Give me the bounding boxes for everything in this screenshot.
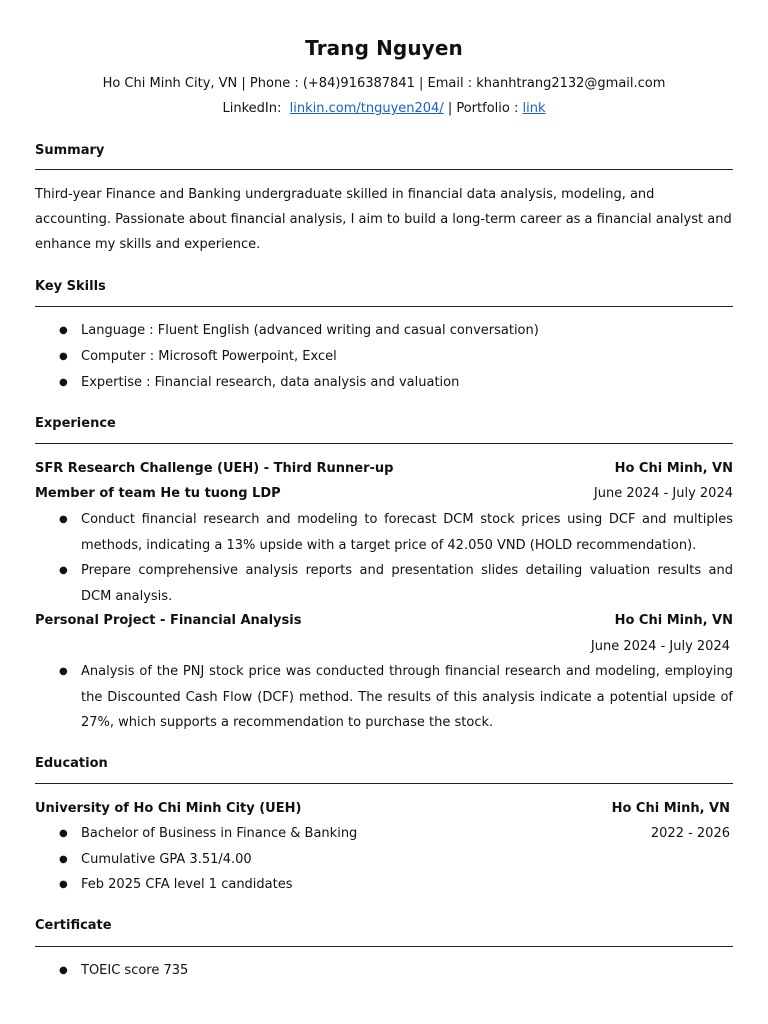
links-line (0, 101, 768, 116)
resume-page: Trang Nguyen Ho Chi Minh City, VN | Phone : (+84)916387841 | Email : khanhtrang2132@gmail.com LinkedIn: linkin.com/tnguyen204/ | Portfolio : link Summary Third-year Finance and Banking undergraduate skilled in financial data analysis, modeling, and accounting. Passionate about financial analysis, I aim to build a long-term career as a financial analyst and enhance my skills and experience. Key Skills ● Language : Fluent English (advanced writing and casual conversation) ● Computer : Microsoft Powerpoint, Excel ● Expertise : Financial research, data analysis and valuation Experience SFR Research Challenge (UEH) - Third Runner-up Ho Chi Minh, VN Member of team He tu tuong LDP June 2024 - July 2024 ● Conduct financial research and modeling to forecast DCM stock prices using DCF and multiples methods, indicating a 13% upside with a target price of 42.050 VND (HOLD recommendation). ● Prepare comprehensive analysis reports and presentation slides detailing valuation results and DCM analysis. Personal Project - Financial Analysis Ho Chi Minh, VN June 2024 - July 2024 ● Analysis of the PNJ stock price was conducted through financial research and modeling, employing the Discounted Cash Flow (DCF) method. The results of this analysis indicate a potential upside of 27%, which supports a recommendation to purchase the stock. Education University of Ho Chi Minh City (UEH) Ho Chi Minh, VN ● Bachelor of Business in Finance & Banking 2022 - 2026 ● Cumulative GPA 3.51/4.00 ● Feb 2025 CFA level 1 candidates Certificate ● TOEIC score 735 (0, 0, 768, 1024)
contact-line: Ho Chi Minh City, VN | Phone : (+84)916387841 | Email : khanhtrang2132@gmail.com (102, 76, 666, 91)
portfolio-label: | Portfolio : (447, 101, 519, 116)
bullet-icon: ● (59, 377, 68, 388)
section-title-skills: Key Skills (35, 279, 106, 294)
section-divider (35, 443, 733, 444)
education-dates: 2022 - 2026 (650, 826, 730, 841)
bullet-icon: ● (59, 828, 68, 839)
section-divider (35, 169, 733, 170)
education-dates-row (35, 826, 733, 846)
experience-heading-row (35, 461, 733, 481)
experience-title: SFR Research Challenge (UEH) - Third Runner-up (35, 461, 394, 476)
bullet-icon: ● (59, 351, 68, 362)
bullet-icon: ● (59, 854, 68, 865)
experience-dates-row (35, 639, 733, 659)
linkedin-link[interactable]: linkin.com/tnguyen204/ (289, 101, 444, 116)
section-divider (35, 946, 733, 947)
linkedin-label: LinkedIn: (222, 101, 282, 116)
bullet-icon: ● (59, 325, 68, 336)
bullet-icon: ● (59, 965, 68, 976)
bullet-icon: ● (59, 879, 68, 890)
experience-heading-row (35, 613, 733, 633)
experience-title: Personal Project - Financial Analysis (35, 613, 302, 628)
bullet-icon: ● (59, 666, 68, 677)
experience-dates: June 2024 - July 2024 (593, 486, 733, 501)
experience-dates: June 2024 - July 2024 (590, 639, 730, 654)
section-title-summary: Summary (35, 143, 105, 158)
section-divider (35, 783, 733, 784)
experience-location: Ho Chi Minh, VN (614, 461, 733, 476)
education-school-row (35, 801, 733, 821)
experience-location: Ho Chi Minh, VN (614, 613, 733, 628)
experience-role-row (35, 486, 733, 506)
section-title-experience: Experience (35, 416, 116, 431)
portfolio-link[interactable]: link (522, 101, 546, 116)
section-title-education: Education (35, 756, 108, 771)
education-location: Ho Chi Minh, VN (611, 801, 730, 816)
bullet-icon: ● (59, 514, 68, 525)
summary-text: Third-year Finance and Banking undergraduate skilled in financial data analysis, modeling, and accounting. Passionate about financial analysis, I aim to build a long-term career as a financial analyst and enhance my skills and experience. (35, 187, 732, 252)
experience-role: Member of team He tu tuong LDP (35, 486, 281, 501)
bullet-icon: ● (59, 565, 68, 576)
candidate-name: Trang Nguyen (305, 36, 463, 60)
education-school: University of Ho Chi Minh City (UEH) (35, 801, 302, 816)
section-divider (35, 306, 733, 307)
section-title-certificate: Certificate (35, 918, 112, 933)
